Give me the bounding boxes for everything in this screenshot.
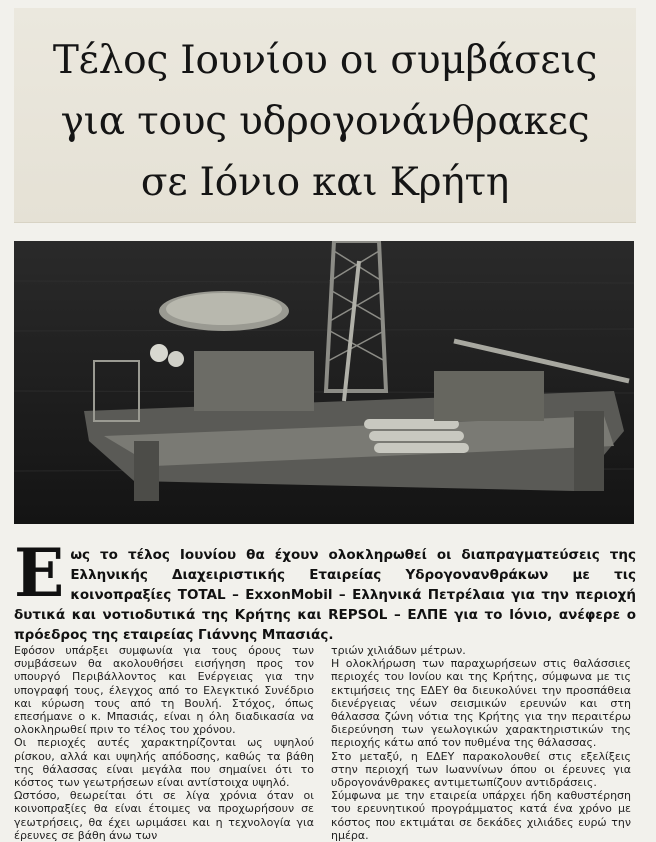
headline-line-2: για τους υδρογονάνθρακες xyxy=(60,99,590,144)
headline-line-1: Τέλος Ιουνίου οι συμβάσεις xyxy=(52,38,598,83)
body-paragraph: Εφόσον υπάρξει συμφωνία για τους όρους των συμβάσεων θα ακολουθήσει εισήγηση προς τον υπουργό Περιβάλλοντος και Ενέργειας για την υπογραφή τους, έλεγχος από το Ελεγκτικό Συνέδριο και κύρωση τους από τη Βουλή. Στόχος, όπως επεσήμανε ο κ. Μπασιάς, είναι η όλη διαδικασία να ολοκληρωθεί πριν το τέλος του χρόνου. xyxy=(14,644,314,737)
body-paragraph: τριών χιλιάδων μέτρων. xyxy=(331,644,466,657)
drop-cap: Ε xyxy=(14,534,65,612)
body-column-left xyxy=(14,644,314,842)
headline-line-3: σε Ιόνιο και Κρήτη xyxy=(140,160,510,205)
body-paragraph: Η ολοκλήρωση των παραχωρήσεων στις θαλάσσιες περιοχές του Ιονίου και της Κρήτης, σύμφωνα με τις εκτιμήσεις της ΕΔΕΥ θα διευκολύνει την προσπάθεια διενέργειας νέων σεισμικών ερευνών και στη θάλασσα ζώνη νότια της Κρήτης για την περαιτέρω διερεύνηση των γεωλογικών χαρακτηριστικών της περιοχής κάτω από τον πυθμένα της θάλασσας. xyxy=(331,657,631,750)
headline xyxy=(14,30,636,213)
lead-text: ως το τέλος Ιουνίου θα έχουν ολοκληρωθεί οι διαπραγματεύσεις της Ελληνικής Διαχειριστικής Εταιρείας Υδρογονανθράκων με τις κοινοπραξίες TOTAL – ExxonMobil – Ελληνικά Πετρέλαια για την περιοχή δυτικά και νοτιοδυτικά της Κρήτης και REPSOL – ΕΛΠΕ για το Ιόνιο, ανέφερε ο πρόεδρος της εταιρείας Γιάννης Μπασιάς. xyxy=(14,547,636,643)
body-paragraph: Σύμφωνα με την εταιρεία υπάρχει ήδη καθυστέρηση του ερευνητικού προγράμματος κατά ένα χρόνο με κόστος που εκτιμάται σε δεκάδες χιλιάδες ευρώ την ημέρα. xyxy=(331,789,631,842)
lead-paragraph xyxy=(14,534,636,645)
body-column-right xyxy=(331,644,631,842)
body-paragraph: Στο μεταξύ, η ΕΔΕΥ παρακολουθεί στις εξελίξεις στην περιοχή των Ιωαννίνων όπου οι έρευνες για υδρογονάνθρακες αντιμετωπίζουν αντιδράσεις. xyxy=(331,749,631,790)
drilling-platform-photo xyxy=(14,241,634,524)
body-paragraph: Ωστόσο, θεωρείται ότι σε λίγα χρόνια όταν οι κοινοπραξίες θα είναι έτοιμες να προχωρήσουν σε γεωτρήσεις, θα έχει ωριμάσει και η τεχνολογία για έρευνες σε βάθη άνω των xyxy=(14,789,314,842)
body-paragraph: Οι περιοχές αυτές χαρακτηρίζονται ως υψηλού ρίσκου, αλλά και υψηλής απόδοσης, καθώς τα βάθη της θάλασσας είναι μεγάλα που σημαίνει ότι το κόστος των γεωτρήσεων είναι αντίστοιχα υψηλό. xyxy=(14,736,314,790)
